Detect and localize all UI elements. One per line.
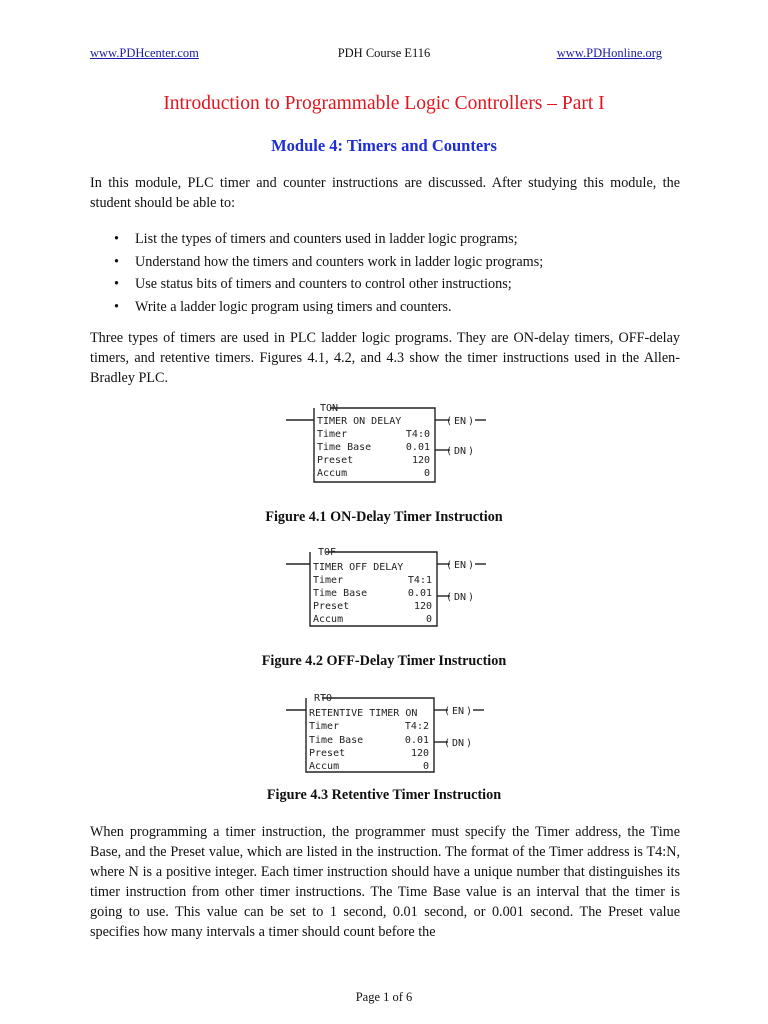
accum-label: Accum <box>317 468 348 479</box>
accum-label: Accum <box>309 761 340 772</box>
preset-label: Preset <box>309 748 346 759</box>
figure-mnemonic: RTO <box>314 693 333 704</box>
figure-instruction-name: RETENTIVE TIMER ON <box>309 708 418 719</box>
dn-paren-close: ) <box>468 592 475 603</box>
objective-text: Use status bits of timers and counters to control other instructions; <box>135 276 512 292</box>
dn-paren-close: ) <box>466 738 473 749</box>
dn-paren-open: ( <box>446 592 453 603</box>
en-paren-close: ) <box>468 560 475 571</box>
bullet-icon: • <box>114 276 119 292</box>
timer-value: T4:2 <box>404 721 429 732</box>
accum-value: 0 <box>425 614 432 625</box>
en-paren-open: ( <box>444 706 451 717</box>
figure-ton-instruction <box>282 396 502 486</box>
preset-value: 120 <box>413 601 432 612</box>
objectives-list <box>90 229 543 319</box>
timer-value: T4:1 <box>407 575 432 586</box>
time-base-value: 0.01 <box>407 588 432 599</box>
dn-paren-close: ) <box>468 446 475 457</box>
timer-types-paragraph: Three types of timers are used in PLC ladder logic programs. They are ON-delay timers, OFF-delay timers, and retentive timers. Figures 4.1, 4.2, and 4.3 show the timer instructions used in the Allen-Bradley PLC. <box>90 330 680 386</box>
en-output-label: EN <box>454 416 467 427</box>
accum-label: Accum <box>313 614 344 625</box>
list-item <box>90 252 543 275</box>
figure-mnemonic: TOF <box>318 547 337 558</box>
figure-instruction-name: TIMER ON DELAY <box>317 416 402 427</box>
objective-text: Understand how the timers and counters work in ladder logic programs; <box>135 253 544 270</box>
bullet-icon: • <box>114 253 119 270</box>
intro-paragraph: In this module, PLC timer and counter instructions are discussed. After studying this module, the student should be able to: <box>90 175 680 211</box>
time-base-value: 0.01 <box>405 442 430 453</box>
preset-value: 120 <box>411 455 430 466</box>
list-item <box>90 297 543 320</box>
preset-label: Preset <box>313 601 350 612</box>
en-output-label: EN <box>454 560 467 571</box>
header-right-link-wrap <box>557 46 662 61</box>
bullet-icon: • <box>114 298 119 315</box>
figure-instruction-name: TIMER OFF DELAY <box>313 562 404 573</box>
objective-text: List the types of timers and counters used in ladder logic programs; <box>135 231 518 247</box>
timer-label: Timer <box>317 429 348 440</box>
timer-programming-paragraph: When programming a timer instruction, the programmer must specify the Timer address, the Time Base, and the Preset value, which are listed in the instruction. The format of the Timer address is T4:N, where N is a positive integer. Each timer instruction should have a unique number that distinguishes its timer instruction from other timer instructions. The Time Base value is an interval that the timer is going to use. This value can be set to 1 second, 0.01 second, or 0.001 second. The Preset value specifies how many intervals a timer should count before the <box>90 824 680 940</box>
page-number: Page 1 of 6 <box>355 990 413 1004</box>
pdhcenter-link[interactable]: www.PDHcenter.com <box>90 46 199 60</box>
objective-text: Write a ladder logic program using timers and counters. <box>135 298 452 315</box>
dn-paren-open: ( <box>444 738 451 749</box>
figure-caption: Figure 4.1 ON-Delay Timer Instruction <box>265 509 503 525</box>
bullet-icon: • <box>114 231 119 247</box>
accum-value: 0 <box>422 761 429 772</box>
timer-value: T4:0 <box>405 429 430 440</box>
preset-value: 120 <box>410 748 429 759</box>
accum-value: 0 <box>423 468 430 479</box>
list-item <box>90 274 543 297</box>
timer-label: Timer <box>309 721 340 732</box>
en-paren-open: ( <box>446 560 453 571</box>
header-course: PDH Course E116 <box>337 46 431 60</box>
en-paren-close: ) <box>466 706 473 717</box>
time-base-value: 0.01 <box>404 735 429 746</box>
en-paren-open: ( <box>446 416 453 427</box>
document-title: Introduction to Programmable Logic Controllers – Part I <box>163 93 605 114</box>
en-output-label: EN <box>452 706 465 717</box>
header-left-link-wrap <box>90 46 199 61</box>
preset-label: Preset <box>317 455 354 466</box>
figure-caption: Figure 4.3 Retentive Timer Instruction <box>266 787 502 803</box>
figure-mnemonic: TON <box>320 403 339 414</box>
figure-tof-instruction <box>282 540 502 630</box>
time-base-label: Time Base <box>313 588 368 599</box>
figure-rto-instruction <box>282 686 502 776</box>
dn-output-label: DN <box>452 738 465 749</box>
dn-output-label: DN <box>454 592 467 603</box>
en-paren-close: ) <box>468 416 475 427</box>
figure-caption: Figure 4.2 OFF-Delay Timer Instruction <box>261 653 507 669</box>
time-base-label: Time Base <box>317 442 372 453</box>
module-title: Module 4: Timers and Counters <box>271 136 497 155</box>
dn-paren-open: ( <box>446 446 453 457</box>
list-item <box>90 229 543 252</box>
dn-output-label: DN <box>454 446 467 457</box>
time-base-label: Time Base <box>309 735 364 746</box>
timer-label: Timer <box>313 575 344 586</box>
pdhonline-link[interactable]: www.PDHonline.org <box>556 46 662 60</box>
